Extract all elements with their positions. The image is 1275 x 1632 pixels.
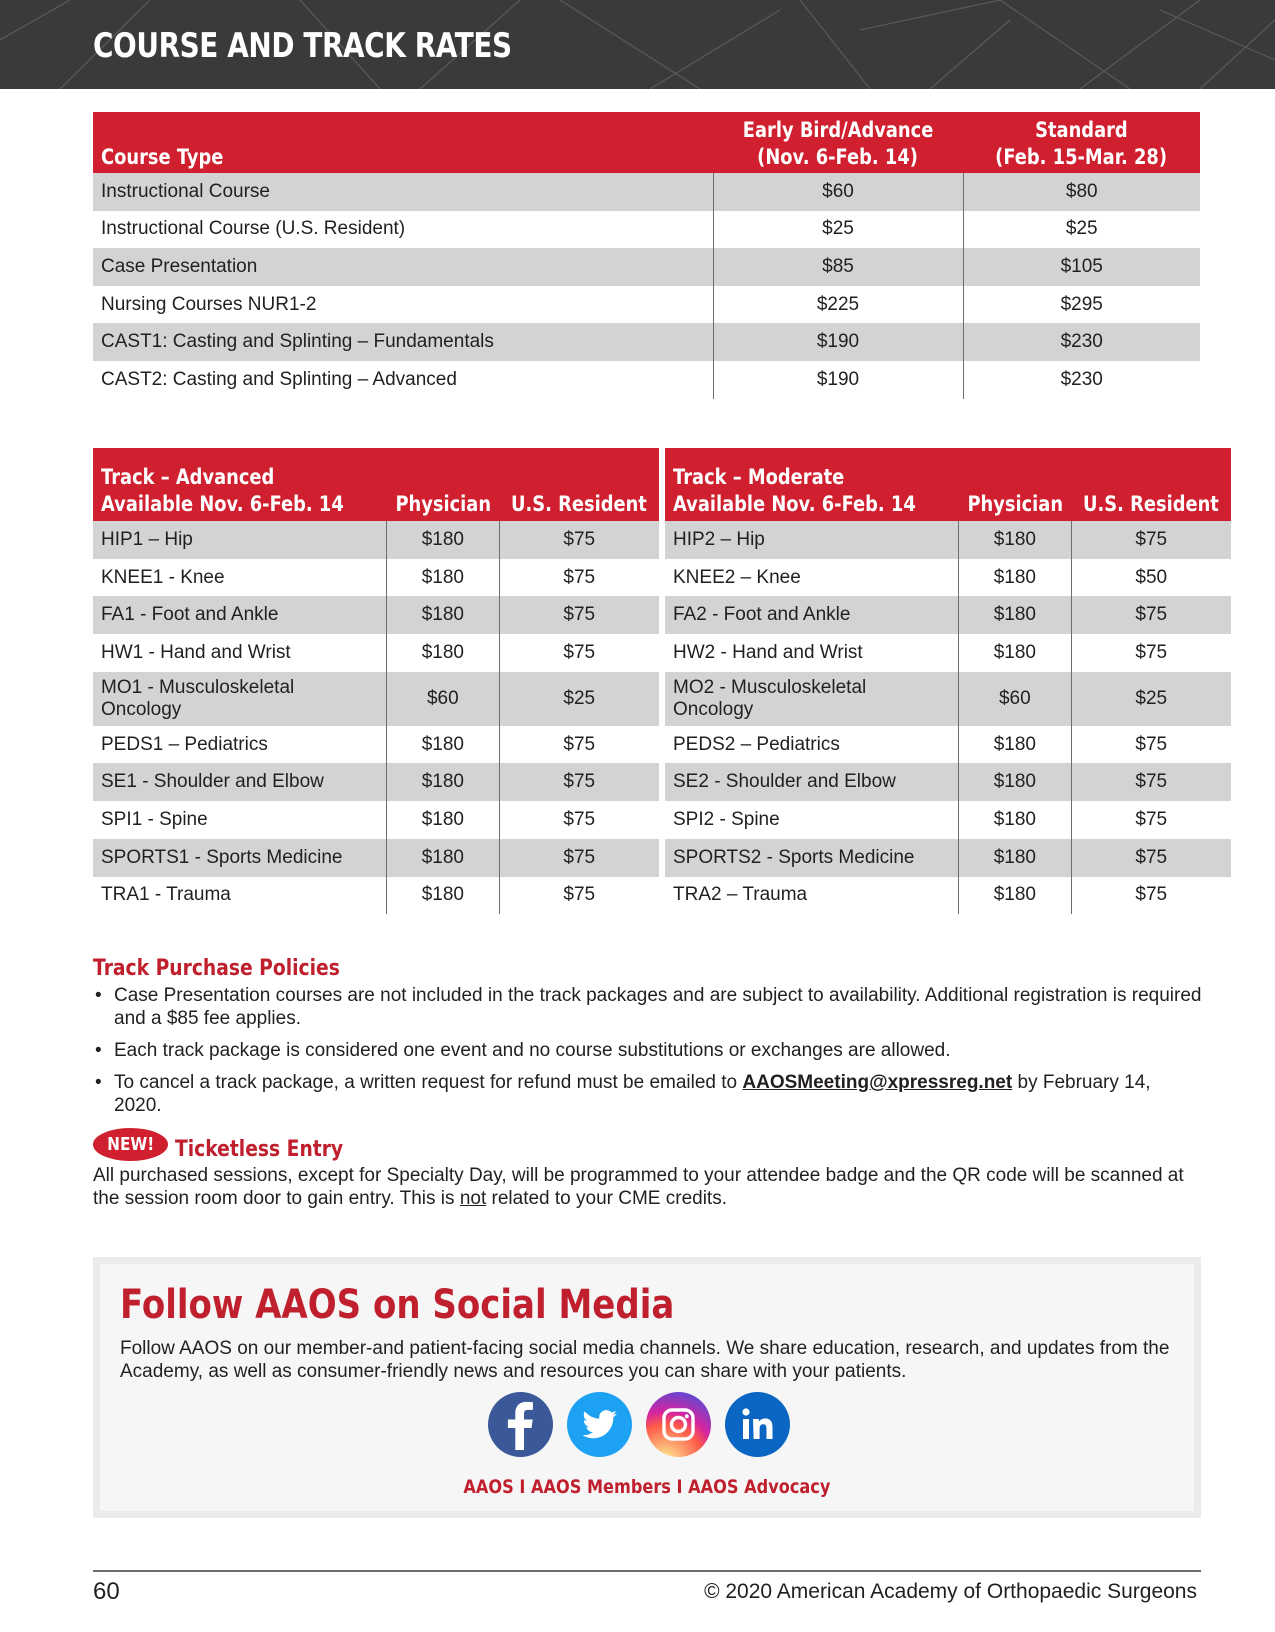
table-row — [665, 634, 1231, 672]
table-row — [665, 726, 1231, 764]
list-item: • Case Presentation courses are not included in the track packages and are subject to availability. Additional registration is required and a $85 fee applies. — [93, 984, 1203, 1030]
table-row — [93, 173, 1200, 211]
physician-header: Physician — [387, 448, 500, 521]
resident-header: U.S. Resident — [499, 448, 659, 521]
course-rates-table — [93, 112, 1200, 399]
track-name: KNEE1 - Knee — [101, 566, 225, 588]
track-name: SE2 - Shoulder and Elbow — [665, 763, 959, 801]
list-item: • To cancel a track package, a written request for refund must be emailed to AAOSMeeting@xpressreg.net by February 14, 2020. — [93, 1071, 1203, 1117]
early-price: $25 — [713, 211, 963, 249]
table-row — [93, 726, 659, 764]
table-row — [93, 286, 1200, 324]
copyright: © 2020 American Academy of Orthopaedic Surgeons — [704, 1580, 1197, 1603]
ticketless-description: All purchased sessions, except for Specialty Day, will be programmed to your attendee badge and the QR code will be scanned at the session room door to gain entry. This is not related to your CME credits. — [93, 1165, 1184, 1209]
early-price: $190 — [713, 323, 963, 361]
course-table-header — [93, 112, 1200, 173]
course-name: Nursing Courses NUR1-2 — [101, 293, 317, 315]
table-row — [665, 877, 1231, 915]
track-name: SPORTS2 - Sports Medicine — [665, 839, 959, 877]
physician-price: $180 — [387, 596, 500, 634]
physician-price: $180 — [959, 596, 1072, 634]
table-row — [93, 248, 1200, 286]
resident-price: $75 — [1071, 726, 1231, 764]
resident-price: $75 — [1071, 763, 1231, 801]
physician-header: Physician — [959, 448, 1072, 521]
resident-price: $75 — [499, 839, 659, 877]
physician-price: $180 — [387, 521, 500, 559]
social-media-box — [93, 1257, 1201, 1518]
track-name: TRA2 – Trauma — [673, 884, 808, 906]
table-row — [93, 801, 659, 839]
page-number: 60 — [93, 1578, 120, 1605]
track-name: FA2 - Foot and Ankle — [665, 596, 959, 634]
table-row — [93, 211, 1200, 249]
table-row — [93, 634, 659, 672]
policies-heading: Track Purchase Policies — [93, 956, 340, 981]
resident-price: $75 — [499, 521, 659, 559]
table-row — [93, 672, 659, 726]
physician-price: $180 — [959, 559, 1072, 597]
physician-price: $180 — [959, 726, 1072, 764]
track-name: MO2 - Musculoskeletal Oncology — [665, 672, 959, 726]
early-price: $60 — [713, 173, 963, 211]
standard-price: $230 — [963, 361, 1200, 399]
physician-price: $60 — [959, 672, 1072, 726]
social-media-panel — [100, 1264, 1194, 1511]
track-name: KNEE2 – Knee — [673, 566, 801, 588]
physician-price: $180 — [387, 801, 500, 839]
track-name: HW1 - Hand and Wrist — [101, 641, 291, 663]
resident-price: $75 — [1071, 877, 1231, 915]
social-icons — [488, 1392, 790, 1458]
track-name: SE1 - Shoulder and Elbow — [93, 763, 387, 801]
table-row — [93, 559, 659, 597]
resident-header: U.S. Resident — [1071, 448, 1231, 521]
standard-price: $80 — [963, 173, 1200, 211]
course-name: CAST2: Casting and Splinting – Advanced — [101, 368, 457, 390]
facebook-icon[interactable] — [488, 1392, 553, 1457]
list-item: • Each track package is considered one event and no course substitutions or exchanges are allowed. — [93, 1039, 1203, 1062]
table-row — [665, 839, 1231, 877]
physician-price: $180 — [959, 763, 1072, 801]
track-name: FA1 - Foot and Ankle — [93, 596, 387, 634]
track-advanced-header — [93, 448, 659, 521]
table-row — [665, 596, 1231, 634]
table-row — [665, 801, 1231, 839]
physician-price: $180 — [387, 763, 500, 801]
track-name: HW2 - Hand and Wrist — [673, 641, 863, 663]
physician-price: $180 — [387, 726, 500, 764]
page-title: COURSE AND TRACK RATES — [93, 26, 512, 66]
table-row — [93, 839, 659, 877]
track-name: SPI2 - Spine — [673, 808, 780, 830]
social-links[interactable]: AAOS I AAOS Members I AAOS Advocacy — [463, 1476, 831, 1498]
resident-price: $50 — [1071, 559, 1231, 597]
standard-header: Standard (Feb. 15-Mar. 28) — [963, 112, 1200, 173]
standard-price: $230 — [963, 323, 1200, 361]
track-name: SPORTS1 - Sports Medicine — [93, 839, 387, 877]
footer-rule — [93, 1570, 1201, 1572]
resident-price: $75 — [499, 559, 659, 597]
course-name: CAST1: Casting and Splinting – Fundamentals — [93, 323, 713, 361]
physician-price: $180 — [959, 839, 1072, 877]
physician-price: $60 — [387, 672, 500, 726]
track-advanced-table — [93, 448, 659, 914]
table-row — [93, 521, 659, 559]
physician-price: $180 — [387, 877, 500, 915]
table-row — [93, 361, 1200, 399]
track-name: MO1 - Musculoskeletal Oncology — [93, 672, 387, 726]
standard-price: $105 — [963, 248, 1200, 286]
resident-price: $25 — [499, 672, 659, 726]
physician-price: $180 — [959, 877, 1072, 915]
resident-price: $75 — [499, 801, 659, 839]
track-moderate-table — [665, 448, 1231, 914]
resident-price: $25 — [1071, 672, 1231, 726]
track-moderate-header — [665, 448, 1231, 521]
track-name: HIP1 – Hip — [93, 521, 387, 559]
resident-price: $75 — [499, 726, 659, 764]
ticketless-heading: Ticketless Entry — [175, 1137, 344, 1162]
table-row — [93, 877, 659, 915]
track-name: PEDS2 – Pediatrics — [673, 733, 840, 755]
resident-price: $75 — [499, 763, 659, 801]
new-badge: NEW! — [93, 1128, 168, 1161]
policies-list — [93, 984, 1203, 1126]
table-row — [665, 672, 1231, 726]
twitter-icon[interactable] — [567, 1392, 632, 1457]
header-band — [0, 0, 1275, 89]
resident-price: $75 — [1071, 839, 1231, 877]
social-description: Follow AAOS on our member-and patient-facing social media channels. We share education, research, and updates from the Academy, as well as consumer-friendly news and resources you can share with your patients. — [120, 1338, 1170, 1382]
course-name: Instructional Course (U.S. Resident) — [101, 218, 406, 240]
instagram-icon[interactable] — [646, 1392, 711, 1457]
course-name: Instructional Course — [93, 173, 713, 211]
track-advanced-title: Track – Advanced Available Nov. 6-Feb. 14 — [93, 448, 387, 521]
physician-price: $180 — [959, 634, 1072, 672]
table-row — [665, 521, 1231, 559]
resident-price: $75 — [499, 634, 659, 672]
physician-price: $180 — [959, 521, 1072, 559]
physician-price: $180 — [387, 559, 500, 597]
standard-price: $25 — [963, 211, 1200, 249]
linkedin-icon[interactable] — [725, 1392, 790, 1457]
table-row — [665, 559, 1231, 597]
track-moderate-title: Track – Moderate Available Nov. 6-Feb. 14 — [665, 448, 959, 521]
resident-price: $75 — [1071, 634, 1231, 672]
social-title: Follow AAOS on Social Media — [120, 1282, 675, 1328]
course-type-header: Course Type — [93, 112, 713, 173]
physician-price: $180 — [387, 839, 500, 877]
track-name: PEDS1 – Pediatrics — [101, 733, 268, 755]
track-name: TRA1 - Trauma — [101, 884, 231, 906]
resident-price: $75 — [499, 877, 659, 915]
resident-price: $75 — [1071, 596, 1231, 634]
track-name: SPI1 - Spine — [101, 808, 208, 830]
early-price: $190 — [713, 361, 963, 399]
table-row — [93, 323, 1200, 361]
table-row — [665, 763, 1231, 801]
early-price: $85 — [713, 248, 963, 286]
early-price: $225 — [713, 286, 963, 324]
table-row — [93, 596, 659, 634]
standard-price: $295 — [963, 286, 1200, 324]
course-name: Case Presentation — [93, 248, 713, 286]
early-bird-header: Early Bird/Advance (Nov. 6-Feb. 14) — [713, 112, 963, 173]
resident-price: $75 — [499, 596, 659, 634]
refund-email-link[interactable]: AAOSMeeting@xpressreg.net — [742, 1072, 1013, 1093]
track-name: HIP2 – Hip — [665, 521, 959, 559]
resident-price: $75 — [1071, 521, 1231, 559]
physician-price: $180 — [959, 801, 1072, 839]
physician-price: $180 — [387, 634, 500, 672]
resident-price: $75 — [1071, 801, 1231, 839]
table-row — [93, 763, 659, 801]
